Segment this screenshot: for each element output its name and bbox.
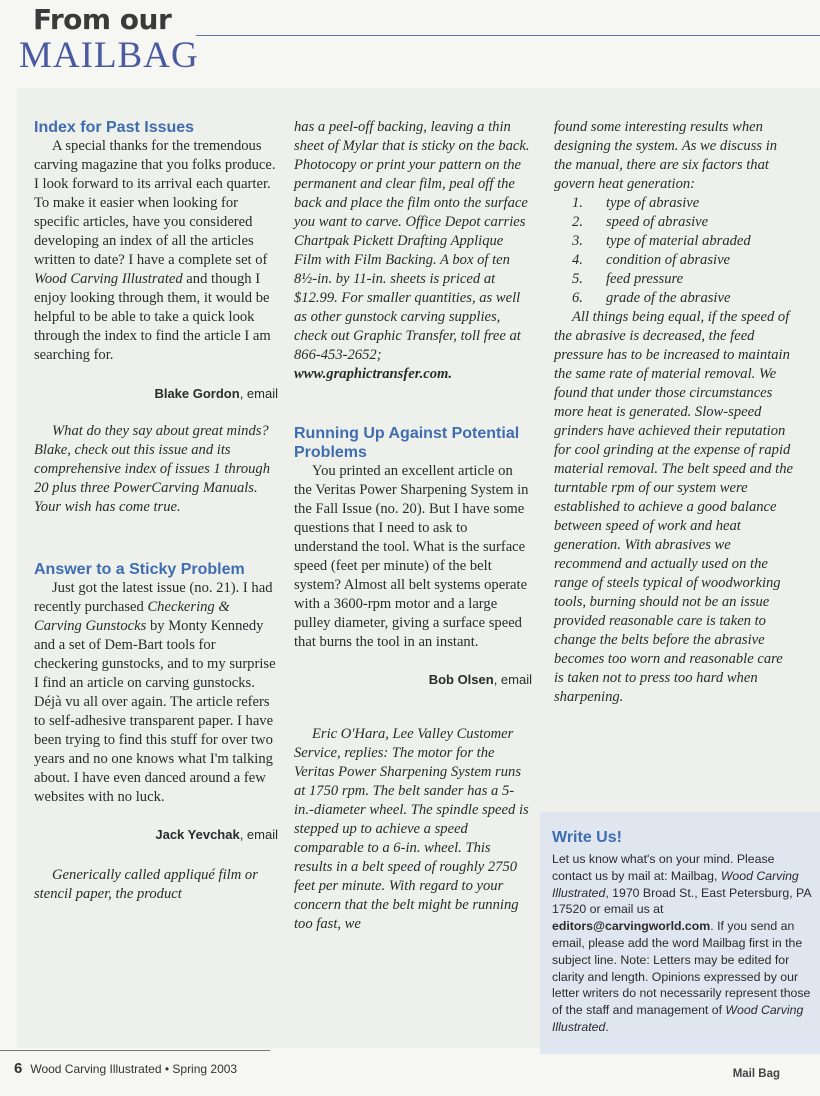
list-item: 3. type of material abraded: [572, 233, 751, 249]
page-folio: [14, 1060, 237, 1077]
list-item: 5. feed pressure: [572, 271, 684, 287]
list-item: 1. type of abrasive: [572, 195, 700, 211]
list-item: 6. grade of the abrasive: [572, 290, 731, 306]
index-signature: Blake Gordon, email: [154, 386, 278, 401]
running-heading: Running Up Against Potential Problems: [294, 425, 520, 461]
sticky-letter: Just got the latest issue (no. 21). I had recently purchased Checkering & Carving Gunstocks by Monty Kennedy and a set of Dem-Bart tools for checkering gunstocks, and to my surprise I find an article on carving gunstocks. Déjà vu all over again. The article refers to self-adhesive transparent paper. I have been trying to find this stuff for over two years and no one knows what I'm talking about. I have even danced around a few websites with no luck.: [34, 580, 276, 805]
index-heading: Index for Past Issues: [34, 119, 195, 136]
publication-line: Wood Carving Illustrated • Spring 2003: [30, 1062, 238, 1076]
sticky-signature: Jack Yevchak, email: [155, 827, 278, 842]
running-reply: Eric O'Hara, Lee Valley Customer Service, replies: The motor for the Veritas Power Sharpening System runs at 1750 rpm. The belt sander has a 5-in.-diameter wheel. The spindle speed is stepped up to achieve a speed comparable to a 6-in. wheel. This results in a belt speed of roughly 2750 feet per minute. With regard to your concern that the belt might be running too fast, we: [294, 726, 529, 932]
page-header: [0, 0, 820, 80]
write-us-box: [540, 812, 820, 1054]
editor-email-link[interactable]: editors@carvingworld.com: [552, 919, 711, 934]
graphic-transfer-url: www.graphictransfer.com.: [294, 366, 452, 382]
column-2: [294, 118, 532, 934]
index-letter: A special thanks for the tremendous carving magazine that you folks produce. I look forward to its arrival each quarter. To make it easier when looking for specific articles, have you considered developing an index of all the articles written to date? I have a complete set of Wood Carving Illustrated and though I enjoy looking through them, it would be helpful to be able to take a quick look through the index to find the article I am searching for.: [34, 138, 276, 363]
list-item: 2. speed of abrasive: [572, 214, 709, 230]
running-reply-continued: found some interesting results when designing the system. As we discuss in the manual, there are six factors that govern heat generation:: [554, 119, 778, 192]
list-item: 4. condition of abrasive: [572, 252, 731, 268]
sticky-heading: Answer to a Sticky Problem: [34, 561, 245, 578]
header-from-our: From our: [33, 3, 172, 36]
header-mailbag-title: MAILBAG: [19, 35, 199, 76]
write-us-heading: Write Us!: [552, 829, 622, 846]
page-number: 6: [14, 1060, 23, 1077]
column-1: [34, 118, 278, 904]
index-reply: What do they say about great minds? Blake, check out this issue and its comprehensive index of issues 1 through 20 plus three PowerCarving Manuals. Your wish has come true.: [34, 423, 271, 515]
running-letter: You printed an excellent article on the Veritas Power Sharpening System in the Fall Issue (no. 20). But I have some questions that I need to ask to understand the tool. What is the surface speed (feet per minute) of the belt system? Almost all belt systems operate with a 3600-rpm motor and a large pulley diameter, giving a surface speed that burns the tool in an instant.: [294, 463, 529, 650]
write-us-body: Let us know what's on your mind. Please contact us by mail at: Mailbag, Wood Carving Illustrated, 1970 Broad St., East Petersburg, PA 17520 or email us at editors@carvingworld.com. If you send an email, please add the word Mailbag first in the subject line. Note: Letters may be edited for clarity and length. Opinions expressed by our letter writers do not necessarily represent those of the staff and management of Wood Carving Illustrated.: [552, 852, 811, 1034]
running-reply-end: All things being equal, if the speed of the abrasive is decreased, the feed pressure has to be increased to maintain the same rate of material removal. We found that under those circumstances more heat is generated. Slow-speed grinders have achieved their reputation for cool grinding at the expense of rapid material removal. The belt speed and the turntable rpm of our system were established to achieve a good balance between speed of work and heat generation. With abrasives we recommend and actually used on the range of steels typical of woodworking tools, burning should not be an issue provided reasonable care is taken to change the belts before the abrasive becomes too worn and reasonable care is taken not to press too hard when sharpening.: [554, 309, 793, 705]
sticky-reply-start: Generically called appliqué film or stencil paper, the product: [34, 867, 258, 902]
sticky-reply-continued: has a peel-off backing, leaving a thin sheet of Mylar that is sticky on the back. Photocopy or print your pattern on the permanent and clear film, peal off the back and place the film onto the surface you want to carve. Office Depot carries Chartpak Pickett Drafting Applique Film with Film Backing. A box of ten 8½-in. by 11-in. sheets is priced at $12.99. For smaller quantities, as well as other gunstock carving supplies, check out Graphic Transfer, toll free at 866-453-2652; www.graphictransfer.com.: [294, 119, 530, 382]
heat-factors-list: [554, 194, 794, 308]
header-rule: [196, 35, 820, 36]
column-3: [554, 118, 794, 707]
footer-rule: [0, 1050, 270, 1051]
running-signature: Bob Olsen, email: [428, 672, 532, 687]
section-tag: Mail Bag: [732, 1068, 780, 1080]
